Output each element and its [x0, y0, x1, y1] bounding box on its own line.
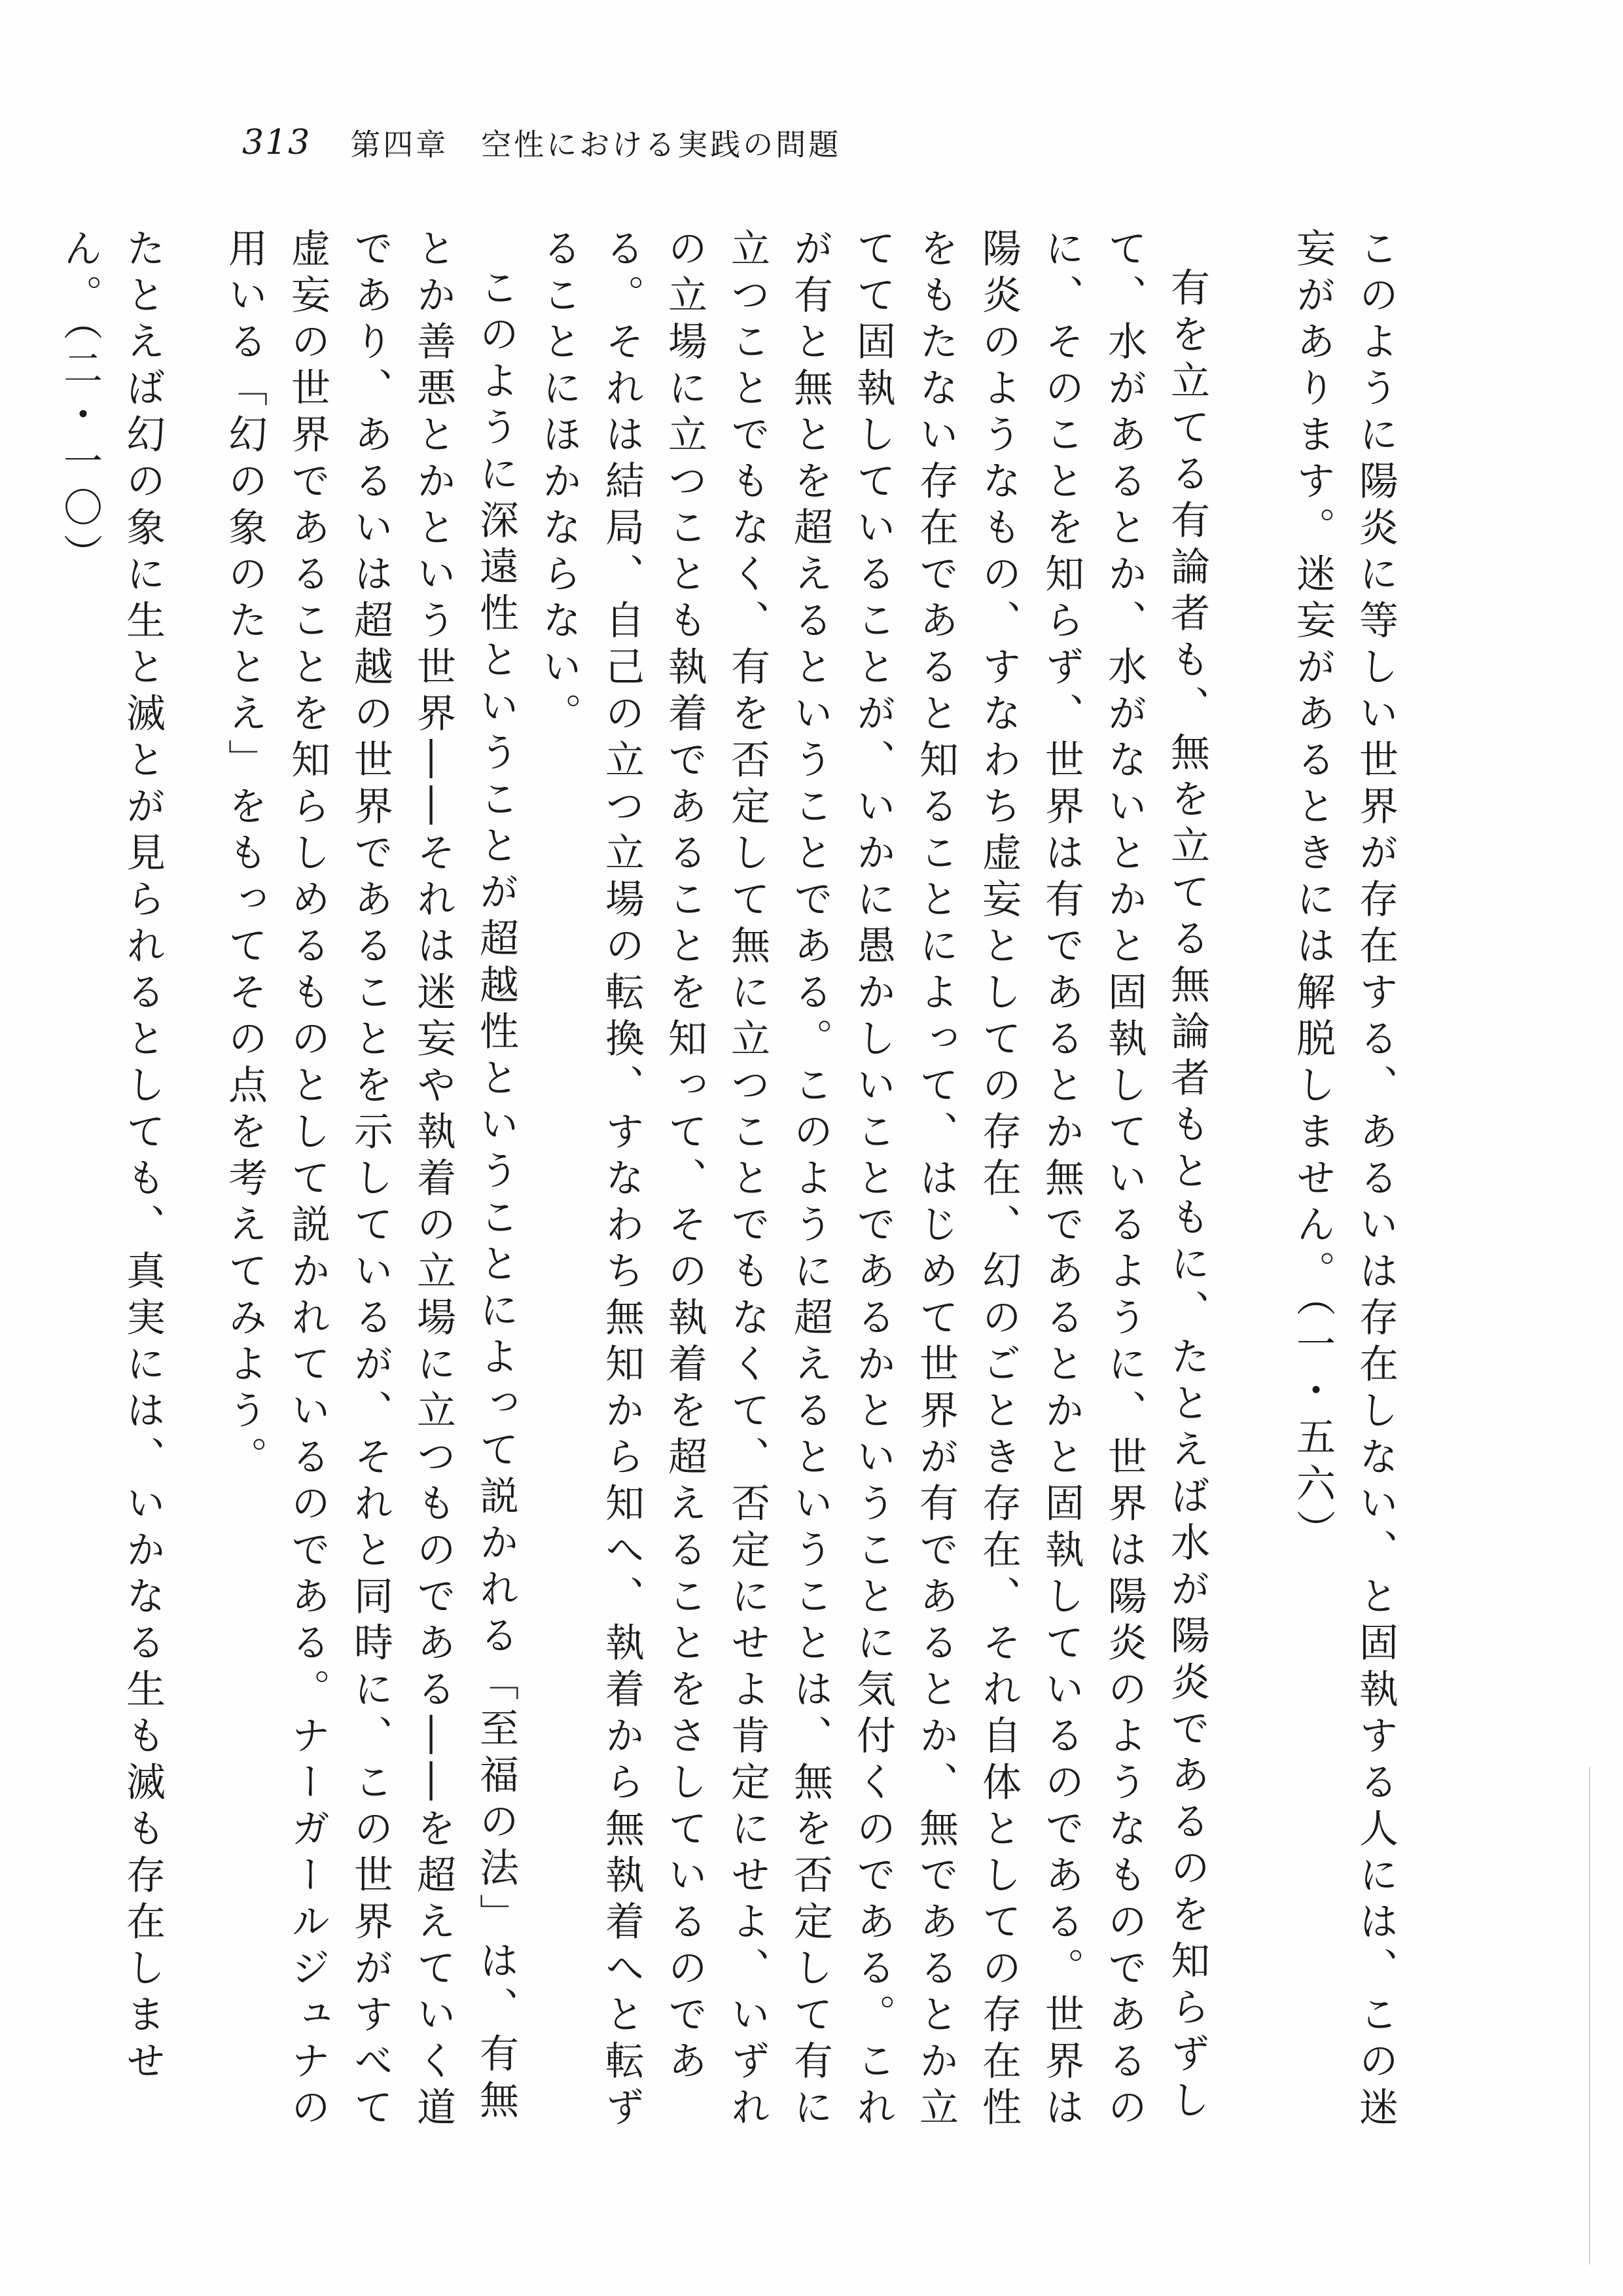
- scan-edge-line: [1589, 1767, 1590, 2265]
- verse-quote: このように陽炎に等しい世界が存在する、あるいは存在しない、と固執する人には、この迷妄があります。迷妄があるときには解脱しません。（一・五六）: [1290, 228, 1399, 2133]
- chapter-title: 第四章 空性における実践の問題: [350, 127, 842, 162]
- body-paragraph: 有を立てる有論者も、無を立てる無論者もともに、たとえば水が陽炎であるのを知らずして、水があるとか、水がないとかと固執しているように、世界は陽炎のようなものであるのに、そのことを知らず、世界は有であるとか無であるとかと固執しているのである。世界は陽炎のようなもの、すなわち虚妄としての存在、幻のごとき存在、それ自体としての存在性をもたない存在であると知ることによって、はじめて世界が有であるとか、無であるとか立てて固執していることが、いかに愚かしいことであるかということに気付くのである。これが有と無とを超えるということである。このように超えるということは、無を否定して有に立つことでもなく、有を否定して無に立つことでもなくて、否定にせよ肯定にせよ、いずれの立場に立つことも執着であることを知って、その執着を超えることをさしているのである。それは結局、自己の立つ立場の転換、すなわち無知から知へ、執着から無執着へと転ずることにほかならない。: [536, 228, 1210, 2133]
- body-paragraph: このように深遠性ということが超越性ということによって説かれる「至福の法」は、有無とか善悪とかという世界――それは迷妄や執着の立場に立つものである――を超えていく道であり、あるいは超越の世界であることを示しているが、それと同時に、この世界がすべて虚妄の世界であることを知らしめるものとして説かれているのである。ナーガールジュナの用いる「幻の象のたとえ」をもってその点を考えてみよう。: [222, 228, 519, 2133]
- page-number: 313: [242, 123, 312, 162]
- running-header: [242, 117, 841, 169]
- verse-quote: たとえば幻の象に生と滅とが見られるとしても、真実には、いかなる生も滅も存在しません。（二・一〇）: [57, 228, 166, 2087]
- verse-quote: [0, 228, 9, 2165]
- paragraph-gap: [1219, 228, 1281, 2165]
- vertical-body-text: [57, 228, 1446, 2165]
